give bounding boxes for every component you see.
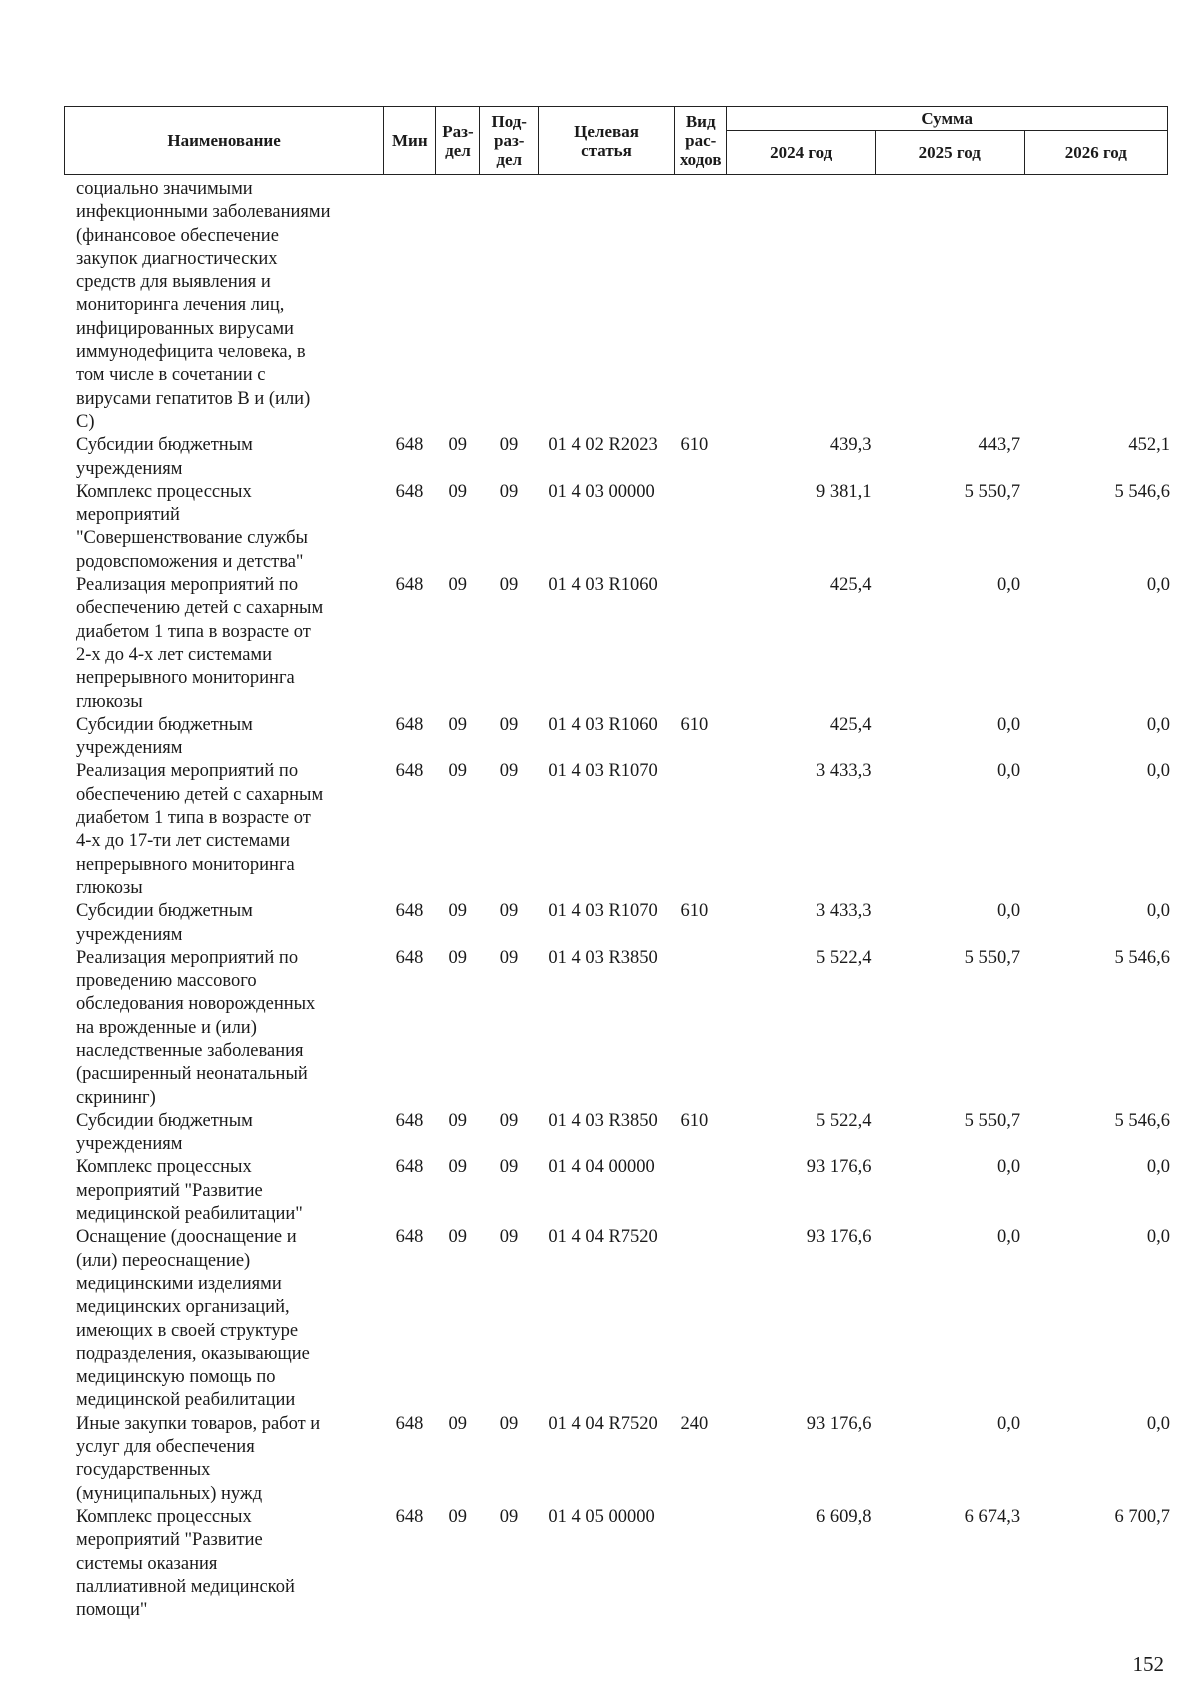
row-vid [674,481,726,574]
row-name: Комплекс процессных мероприятий "Совершенствование службы родовспоможения и детства" [76,481,308,572]
row-sum-2026: 452,1 [1128,435,1170,456]
row-razdel: 09 [448,1227,467,1248]
row-sum-2024: 93 176,6 [806,1413,872,1434]
row-sum-2026: 0,0 [1146,714,1170,735]
header-name: Наименование [65,107,384,175]
row-min: 648 [395,901,424,922]
row-razdel [436,178,480,434]
row-vid [674,1226,726,1412]
row-target: 01 4 04 R7520 [548,1227,658,1248]
table-row [64,434,1174,481]
row-podrazdel: 09 [499,1506,519,1527]
row-sum-2024: 3 433,3 [815,901,872,922]
table-header [64,106,1168,175]
row-podrazdel: 09 [499,1110,519,1131]
row-vid [674,178,726,434]
row-target: 01 4 03 R3850 [548,947,658,968]
row-min: 648 [395,1506,424,1527]
row-target: 01 4 03 R1070 [548,761,658,782]
row-podrazdel: 09 [499,575,519,596]
row-target: 01 4 03 R1060 [548,714,658,735]
row-vid: 610 [680,435,709,456]
row-min: 648 [395,947,424,968]
row-razdel: 09 [448,1157,467,1178]
row-min: 648 [395,435,424,456]
header-min: Мин [384,107,436,175]
table-row [64,1156,1174,1226]
row-sum-2024: 9 381,1 [815,481,872,502]
table-row [64,760,1174,900]
header-vid: Вид рас- ходов [675,107,727,175]
row-sum-2026: 0,0 [1146,575,1170,596]
header-podrazdel: Под- раз- дел [480,107,539,175]
row-sum-2024: 6 609,8 [815,1506,872,1527]
row-sum-2025: 5 550,7 [964,947,1021,968]
row-sum-2025 [875,178,1024,434]
header-year-2024: 2024 год [727,131,876,175]
row-sum-2026: 0,0 [1146,761,1170,782]
table-row [64,481,1174,574]
row-razdel: 09 [448,1110,467,1131]
page-number: 152 [1132,1652,1164,1676]
row-name: Оснащение (дооснащение и (или) переоснащение) медицинскими изделиями медицинских организаций, имеющих в своей структуре подразделения, оказывающие медицинскую помощь по медицинской реабилитации [76,1227,310,1411]
row-razdel: 09 [448,1506,467,1527]
row-name: Реализация мероприятий по обеспечению детей с сахарным диабетом 1 типа в возрасте от 4-х до 17-ти лет системами непрерывного мониторинга глюкозы [76,761,324,898]
table-row [64,178,1174,434]
row-min: 648 [395,1413,424,1434]
table-row [64,1110,1174,1157]
row-podrazdel: 09 [499,435,519,456]
row-sum-2026: 0,0 [1146,1227,1170,1248]
row-sum-2025: 0,0 [997,761,1021,782]
row-podrazdel: 09 [499,947,519,968]
row-target: 01 4 03 00000 [548,481,655,502]
row-razdel: 09 [448,575,467,596]
row-sum-2025: 0,0 [997,1413,1021,1434]
row-target: 01 4 03 R3850 [548,1110,658,1131]
header-summa: Сумма [727,107,1168,131]
table-row [64,714,1174,761]
row-sum-2025: 5 550,7 [964,481,1021,502]
row-sum-2026: 6 700,7 [1114,1506,1170,1527]
row-sum-2026: 0,0 [1146,901,1170,922]
row-podrazdel: 09 [499,761,519,782]
row-min: 648 [395,481,424,502]
row-vid: 610 [680,901,709,922]
row-sum-2025: 0,0 [997,714,1021,735]
row-podrazdel: 09 [499,901,519,922]
row-razdel: 09 [448,947,467,968]
row-vid [674,760,726,900]
row-sum-2026: 0,0 [1146,1157,1170,1178]
row-podrazdel: 09 [499,1157,519,1178]
row-target [538,178,674,434]
row-min: 648 [395,714,424,735]
row-min: 648 [395,1110,424,1131]
row-sum-2026 [1024,178,1174,434]
row-sum-2024: 3 433,3 [815,761,872,782]
table-row [64,1413,1174,1506]
row-sum-2026: 0,0 [1146,1413,1170,1434]
row-min: 648 [395,1157,424,1178]
row-name: Субсидии бюджетным учреждениям [76,901,253,945]
row-podrazdel: 09 [499,1227,519,1248]
row-target: 01 4 04 R7520 [548,1413,658,1434]
row-name: социально значимыми инфекционными заболеваниями (финансовое обеспечение закупок диагностических средств для выявления и мониторинга лечения лиц, инфицированных вирусами иммунодефицита человека, в том числе в сочетании с вирусами гепатитов В и (или) С) [76,179,331,432]
table-row [64,947,1174,1110]
budget-table [64,178,1174,1622]
row-sum-2025: 0,0 [997,575,1021,596]
row-name: Субсидии бюджетным учреждениям [76,714,253,759]
row-target: 01 4 03 R1070 [548,901,658,922]
row-name: Комплекс процессных мероприятий "Развитие системы оказания паллиативной медицинской помощи" [76,1506,295,1621]
row-sum-2025: 6 674,3 [964,1506,1021,1527]
row-sum-2025: 0,0 [997,1157,1021,1178]
row-name: Реализация мероприятий по обеспечению детей с сахарным диабетом 1 типа в возрасте от 2-х до 4-х лет системами непрерывного мониторинга глюкозы [76,575,324,712]
row-min: 648 [395,761,424,782]
row-vid: 610 [680,714,709,735]
row-sum-2026: 5 546,6 [1114,481,1170,502]
row-sum-2024: 5 522,4 [815,947,872,968]
row-podrazdel: 09 [499,481,519,502]
row-sum-2024: 425,4 [829,575,872,596]
row-podrazdel: 09 [499,1413,519,1434]
row-sum-2024: 93 176,6 [806,1157,872,1178]
row-sum-2024: 5 522,4 [815,1110,872,1131]
row-sum-2025: 5 550,7 [964,1110,1021,1131]
row-podrazdel: 09 [499,714,519,735]
table-row [64,1226,1174,1412]
row-sum-2025: 0,0 [997,901,1021,922]
row-min: 648 [395,575,424,596]
row-sum-2024 [727,178,876,434]
row-sum-2024: 439,3 [829,435,872,456]
row-sum-2026: 5 546,6 [1114,1110,1170,1131]
row-vid [674,947,726,1110]
row-name: Комплекс процессных мероприятий "Развитие медицинской реабилитации" [76,1157,303,1225]
row-sum-2025: 0,0 [997,1227,1021,1248]
row-razdel: 09 [448,1413,467,1434]
header-razdel: Раз- дел [436,107,480,175]
row-min [383,178,435,434]
row-name: Субсидии бюджетным учреждениям [76,1110,253,1155]
row-name: Субсидии бюджетным учреждениям [76,435,253,479]
row-sum-2025: 443,7 [978,435,1021,456]
row-razdel: 09 [448,901,467,922]
row-target: 01 4 05 00000 [548,1506,655,1527]
row-razdel: 09 [448,435,467,456]
table-row [64,1506,1174,1622]
header-year-2026: 2026 год [1024,131,1167,175]
row-sum-2024: 93 176,6 [806,1227,872,1248]
row-razdel: 09 [448,714,467,735]
table-row [64,574,1174,714]
row-razdel: 09 [448,761,467,782]
row-podrazdel [480,178,539,434]
header-target: Целевая статья [539,107,675,175]
row-vid [674,1156,726,1226]
row-target: 01 4 03 R1060 [548,575,658,596]
row-vid [674,1506,726,1622]
row-sum-2024: 425,4 [829,714,872,735]
row-razdel: 09 [448,481,467,502]
row-vid: 240 [680,1413,709,1434]
row-sum-2026: 5 546,6 [1114,947,1170,968]
row-vid [674,574,726,714]
row-target: 01 4 04 00000 [548,1157,655,1178]
table-row [64,900,1174,947]
row-min: 648 [395,1227,424,1248]
row-vid: 610 [680,1110,709,1131]
header-year-2025: 2025 год [875,131,1024,175]
row-name: Реализация мероприятий по проведению массового обследования новорожденных на врожденные и (или) наследственные заболевания (расширенный неонатальный скрининг) [76,947,316,1108]
row-target: 01 4 02 R2023 [548,435,658,456]
row-name: Иные закупки товаров, работ и услуг для обеспечения государственных (муниципальных) нужд [76,1413,321,1504]
